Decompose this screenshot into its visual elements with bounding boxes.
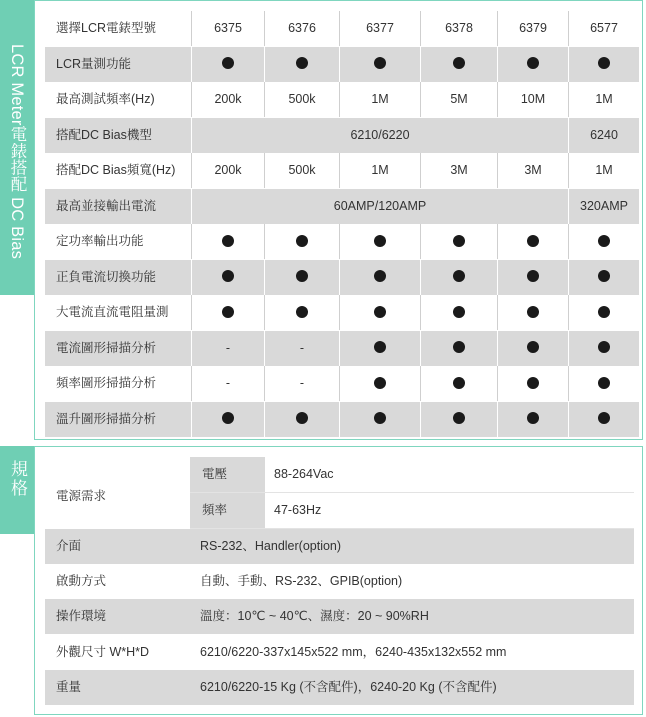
model-header-cell: 6377 <box>339 11 420 46</box>
span-value-cell: 60AMP/120AMP <box>191 189 568 224</box>
supported-dot-cell <box>497 260 568 295</box>
value-cell: 10M <box>497 82 568 117</box>
spec-row <box>45 564 634 599</box>
feature-row-label: 定功率輸出功能 <box>56 234 144 248</box>
value-cell: 5M <box>420 82 497 117</box>
supported-dot-cell <box>568 260 639 295</box>
supported-dot-icon <box>374 377 386 389</box>
power-requirement-label: 電源需求 <box>56 489 107 503</box>
supported-dot-icon <box>527 235 539 247</box>
features-side-tab <box>0 0 34 295</box>
supported-dot-cell <box>339 224 420 259</box>
spec-value: 溫度：10℃ ~ 40℃、濕度：20 ~ 90%RH <box>200 609 429 624</box>
feature-row-label: 搭配DC Bias機型 <box>56 127 152 142</box>
span-value-cell: 6210/6220 <box>191 118 568 153</box>
supported-dot-icon <box>453 412 465 424</box>
spec-row <box>45 529 634 564</box>
supported-dot-icon <box>598 57 610 69</box>
frequency-label: 頻率 <box>190 493 265 528</box>
supported-dot-icon <box>453 270 465 282</box>
supported-dot-cell <box>420 295 497 330</box>
supported-dot-icon <box>374 235 386 247</box>
feature-row-label: 電流圖形掃描分析 <box>56 340 157 355</box>
specs-table <box>34 446 643 715</box>
supported-dot-icon <box>374 57 386 69</box>
feature-row-label: 大電流直流電阻量測 <box>56 305 169 319</box>
supported-dot-icon <box>598 270 610 282</box>
value-cell: - <box>191 366 264 401</box>
feature-row-label: 選擇LCR電錶型號 <box>56 21 157 35</box>
supported-dot-cell <box>264 224 339 259</box>
supported-dot-cell <box>568 331 639 366</box>
features-side-title: LCR Meter電錶搭配 DC Bias <box>8 44 26 260</box>
spec-row <box>45 635 634 670</box>
supported-dot-icon <box>296 306 308 318</box>
feature-row-label: 搭配DC Bias頻寬(Hz) <box>56 163 176 177</box>
model-header-cell: 6577 <box>568 11 639 46</box>
value-cell: 1M <box>339 153 420 188</box>
value-cell: 1M <box>568 82 639 117</box>
supported-dot-icon <box>453 306 465 318</box>
feature-row <box>45 402 639 437</box>
supported-dot-cell <box>420 260 497 295</box>
supported-dot-icon <box>527 270 539 282</box>
spec-value: RS-232、Handler(option) <box>200 539 342 553</box>
supported-dot-icon <box>527 377 539 389</box>
supported-dot-cell <box>339 260 420 295</box>
supported-dot-icon <box>598 377 610 389</box>
specs-side-title: 規格 <box>8 460 27 498</box>
supported-dot-cell <box>339 331 420 366</box>
supported-dot-icon <box>374 341 386 353</box>
supported-dot-cell <box>191 224 264 259</box>
supported-dot-icon <box>527 341 539 353</box>
value-cell: - <box>264 366 339 401</box>
value-cell: 500k <box>264 82 339 117</box>
supported-dot-icon <box>374 306 386 318</box>
value-cell: - <box>191 331 264 366</box>
feature-row <box>45 118 639 153</box>
supported-dot-icon <box>527 412 539 424</box>
supported-dot-icon <box>222 270 234 282</box>
supported-dot-icon <box>453 235 465 247</box>
supported-dot-icon <box>296 57 308 69</box>
supported-dot-cell <box>264 295 339 330</box>
supported-dot-icon <box>222 57 234 69</box>
spec-label: 操作環境 <box>56 609 107 624</box>
model-header-cell: 6378 <box>420 11 497 46</box>
supported-dot-cell <box>191 402 264 437</box>
spec-label: 重量 <box>56 679 82 694</box>
value-cell: 3M <box>497 153 568 188</box>
supported-dot-icon <box>222 306 234 318</box>
feature-row <box>45 189 639 224</box>
supported-dot-icon <box>296 412 308 424</box>
feature-row-label: 正負電流切換功能 <box>56 269 157 284</box>
value-cell: 1M <box>568 153 639 188</box>
spec-value: 6210/6220-337x145x522 mm，6240-435x132x552 mm <box>200 644 507 659</box>
supported-dot-cell <box>497 295 568 330</box>
feature-row <box>45 224 639 259</box>
feature-row <box>45 153 639 188</box>
supported-dot-icon <box>296 270 308 282</box>
supported-dot-cell <box>191 295 264 330</box>
supported-dot-cell <box>568 47 639 82</box>
supported-dot-icon <box>527 57 539 69</box>
supported-dot-icon <box>598 235 610 247</box>
supported-dot-icon <box>453 57 465 69</box>
supported-dot-cell <box>420 402 497 437</box>
feature-row-label: LCR量測功能 <box>56 56 132 71</box>
supported-dot-icon <box>296 235 308 247</box>
supported-dot-icon <box>222 235 234 247</box>
supported-dot-icon <box>598 341 610 353</box>
supported-dot-icon <box>598 412 610 424</box>
spec-label: 介面 <box>56 539 82 553</box>
supported-dot-cell <box>420 224 497 259</box>
specs-side-tab <box>0 446 34 534</box>
features-table <box>34 0 643 440</box>
supported-dot-icon <box>374 412 386 424</box>
spec-value: 6210/6220-15 Kg (不含配件)，6240-20 Kg (不含配件) <box>200 679 497 694</box>
feature-row <box>45 331 639 366</box>
feature-row <box>45 260 639 295</box>
supported-dot-cell <box>264 402 339 437</box>
feature-row <box>45 82 639 117</box>
supported-dot-icon <box>374 270 386 282</box>
supported-dot-cell <box>568 295 639 330</box>
supported-dot-cell <box>568 224 639 259</box>
supported-dot-cell <box>497 402 568 437</box>
model-header-cell: 6379 <box>497 11 568 46</box>
feature-row <box>45 366 639 401</box>
supported-dot-icon <box>598 306 610 318</box>
supported-dot-cell <box>568 402 639 437</box>
supported-dot-icon <box>527 306 539 318</box>
supported-dot-icon <box>453 377 465 389</box>
feature-row <box>45 295 639 330</box>
supported-dot-cell <box>420 47 497 82</box>
supported-dot-cell <box>339 402 420 437</box>
supported-dot-cell <box>568 366 639 401</box>
value-cell: - <box>264 331 339 366</box>
span-value-cell: 320AMP <box>568 189 639 224</box>
value-cell: 500k <box>264 153 339 188</box>
supported-dot-cell <box>339 47 420 82</box>
supported-dot-cell <box>264 47 339 82</box>
feature-row <box>45 11 639 46</box>
spec-value: 自動、手動、RS-232、GPIB(option) <box>200 574 403 589</box>
supported-dot-cell <box>420 366 497 401</box>
supported-dot-cell <box>264 260 339 295</box>
feature-row-label: 最高並接輸出電流 <box>56 198 157 213</box>
value-cell: 1M <box>339 82 420 117</box>
spec-label: 啟動方式 <box>56 574 107 589</box>
voltage-value: 88-264Vac <box>274 467 334 481</box>
spec-row <box>45 599 634 634</box>
supported-dot-cell <box>497 331 568 366</box>
frequency-value: 47-63Hz <box>274 503 322 517</box>
value-cell: 200k <box>191 153 264 188</box>
feature-row-label: 頻率圖形掃描分析 <box>56 376 157 390</box>
supported-dot-cell <box>191 260 264 295</box>
model-header-cell: 6376 <box>264 11 339 46</box>
voltage-label: 電壓 <box>190 457 265 492</box>
model-header-cell: 6375 <box>191 11 264 46</box>
feature-row-label: 溫升圖形掃描分析 <box>56 411 157 426</box>
supported-dot-icon <box>453 341 465 353</box>
value-cell: 200k <box>191 82 264 117</box>
value-cell: 3M <box>420 153 497 188</box>
spec-row <box>45 670 634 705</box>
supported-dot-cell <box>339 295 420 330</box>
supported-dot-cell <box>497 366 568 401</box>
supported-dot-cell <box>420 331 497 366</box>
supported-dot-cell <box>497 224 568 259</box>
supported-dot-cell <box>497 47 568 82</box>
supported-dot-cell <box>191 47 264 82</box>
supported-dot-icon <box>222 412 234 424</box>
feature-row-label: 最高測試頻率(Hz) <box>56 92 155 106</box>
supported-dot-cell <box>339 366 420 401</box>
feature-row <box>45 47 639 82</box>
span-value-cell: 6240 <box>568 118 639 153</box>
spec-label: 外觀尺寸 W*H*D <box>56 644 150 659</box>
